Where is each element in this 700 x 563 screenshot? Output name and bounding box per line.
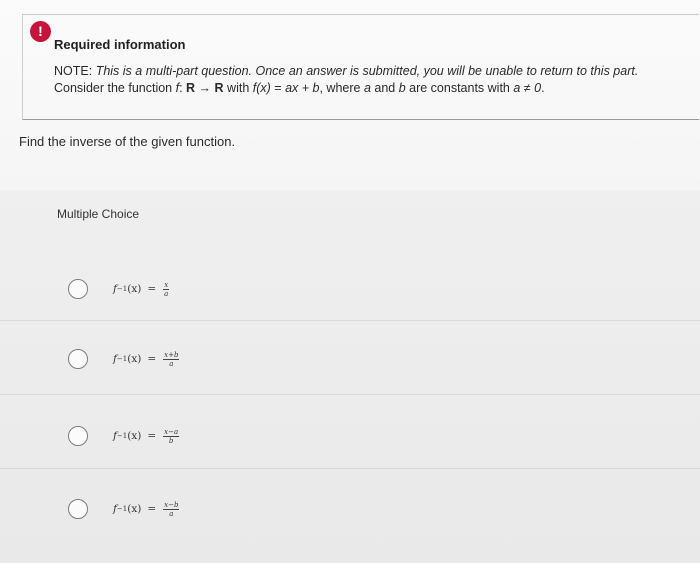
- formula-fraction: [163, 281, 169, 298]
- fraction-denominator: b: [168, 436, 174, 445]
- statement-text: , where: [319, 81, 364, 95]
- fraction-denominator: a: [169, 359, 174, 368]
- formula-exponent: −1: [116, 285, 128, 293]
- option-formula: [113, 281, 169, 298]
- formula-exponent: −1: [116, 505, 128, 513]
- fraction-numerator: x−b: [164, 500, 179, 509]
- formula-argument: (x): [127, 283, 142, 295]
- statement-text: with: [223, 81, 253, 95]
- formula-fraction: [163, 351, 179, 368]
- constraint: a ≠ 0: [513, 81, 542, 95]
- formula-equals: =: [147, 283, 157, 295]
- fraction-denominator: a: [169, 509, 174, 518]
- option-formula: [113, 351, 179, 368]
- formula-argument: (x): [127, 503, 142, 515]
- fraction-numerator: x+b: [164, 350, 179, 359]
- option-formula: [113, 501, 179, 518]
- radio-unselected-icon[interactable]: [68, 499, 88, 519]
- formula-argument: (x): [127, 430, 142, 442]
- question-prompt: Find the inverse of the given function.: [19, 134, 236, 149]
- formula-function: f: [113, 430, 117, 442]
- formula-function: f: [113, 503, 117, 515]
- constant-b: b: [398, 81, 406, 95]
- fraction-denominator: a: [164, 289, 169, 298]
- option-divider: [0, 320, 700, 321]
- formula-equals: =: [147, 353, 157, 365]
- note-text: [54, 64, 638, 78]
- codomain-set: R: [214, 81, 224, 95]
- formula-fraction: [163, 501, 179, 518]
- answer-option-3[interactable]: [60, 416, 460, 456]
- multiple-choice-label: Multiple Choice: [57, 207, 140, 221]
- statement-colon: :: [179, 81, 187, 95]
- formula-equals: =: [147, 430, 157, 442]
- function-statement: [54, 81, 545, 95]
- multiple-choice-panel: [0, 190, 700, 563]
- formula-function: f: [113, 283, 117, 295]
- domain-set: R: [186, 81, 196, 95]
- exclamation-icon: !: [30, 21, 51, 42]
- formula-exponent: −1: [116, 355, 128, 363]
- constant-a: a: [363, 81, 371, 95]
- info-title: Required information: [54, 37, 186, 52]
- fraction-numerator: x−a: [164, 427, 179, 436]
- statement-text: .: [541, 81, 545, 95]
- option-divider: [0, 394, 700, 395]
- formula-function: f: [113, 353, 117, 365]
- function-symbol: f: [175, 81, 180, 95]
- radio-unselected-icon[interactable]: [68, 426, 88, 446]
- formula-fraction: [163, 428, 179, 445]
- note-body: This is a multi-part question. Once an answer is submitted, you will be unable to return to this part.: [95, 64, 639, 78]
- statement-text: and: [370, 81, 399, 95]
- formula-argument: (x): [127, 353, 142, 365]
- fraction-numerator: x: [164, 280, 169, 289]
- radio-unselected-icon[interactable]: [68, 279, 88, 299]
- answer-option-1[interactable]: [60, 269, 460, 309]
- option-divider: [0, 468, 700, 469]
- statement-text: Consider the function: [54, 81, 176, 95]
- answer-option-2[interactable]: [60, 339, 460, 379]
- note-prefix: NOTE:: [54, 64, 93, 78]
- answer-option-4[interactable]: [60, 489, 460, 529]
- radio-unselected-icon[interactable]: [68, 349, 88, 369]
- statement-text: =: [270, 81, 286, 95]
- statement-text: are constants with: [405, 81, 514, 95]
- function-expression: f(x): [252, 81, 271, 95]
- formula-exponent: −1: [116, 432, 128, 440]
- option-formula: [113, 428, 179, 445]
- formula-equals: =: [147, 503, 157, 515]
- arrow-symbol: →: [195, 81, 215, 95]
- function-definition: ax + b: [285, 81, 320, 95]
